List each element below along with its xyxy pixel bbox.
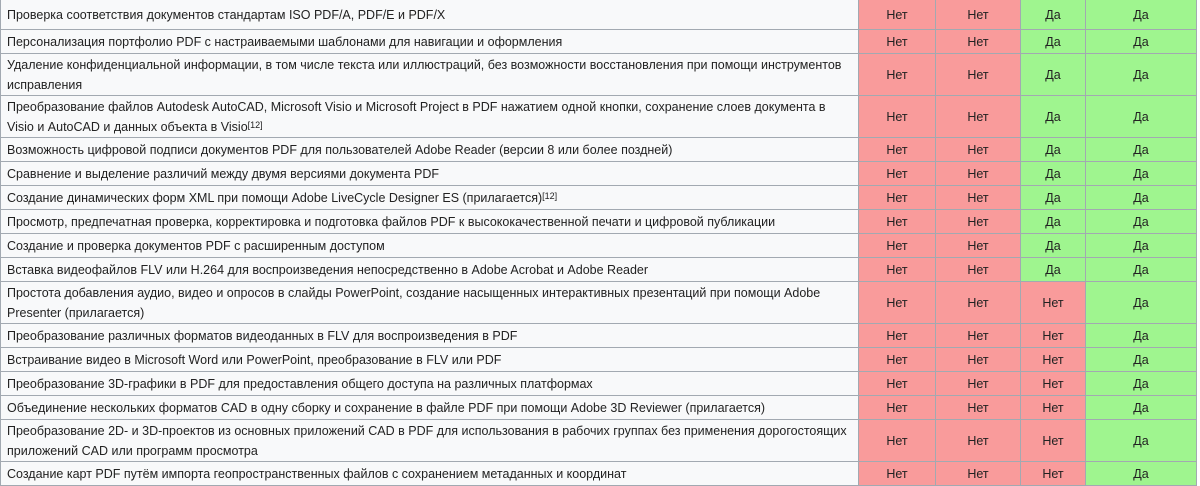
value-no-cell: Нет xyxy=(936,462,1021,486)
value-yes-cell: Да xyxy=(1086,30,1197,54)
table-row xyxy=(1,54,1197,96)
value-no-cell: Нет xyxy=(859,234,936,258)
value-no-cell: Нет xyxy=(859,324,936,348)
table-row xyxy=(1,186,1197,210)
value-yes-cell: Да xyxy=(1021,186,1086,210)
table-row xyxy=(1,96,1197,138)
feature-cell xyxy=(1,462,859,486)
value-no-cell: Нет xyxy=(1021,282,1086,324)
value-no-cell: Нет xyxy=(936,348,1021,372)
value-yes-cell: Да xyxy=(1021,138,1086,162)
value-yes-cell: Да xyxy=(1086,258,1197,282)
table-row xyxy=(1,30,1197,54)
value-yes-cell: Да xyxy=(1086,324,1197,348)
table-row xyxy=(1,372,1197,396)
feature-cell xyxy=(1,258,859,282)
value-yes-cell: Да xyxy=(1021,162,1086,186)
value-no-cell: Нет xyxy=(859,372,936,396)
value-yes-cell: Да xyxy=(1086,0,1197,30)
value-no-cell: Нет xyxy=(859,396,936,420)
value-no-cell: Нет xyxy=(936,54,1021,96)
value-no-cell: Нет xyxy=(859,186,936,210)
feature-text: Вставка видеофайлов FLV или H.264 для воспроизведения непосредственно в Adobe Acrobat и Adobe Reader xyxy=(7,262,649,277)
value-yes-cell: Да xyxy=(1021,234,1086,258)
feature-text: Сравнение и выделение различий между двумя версиями документа PDF xyxy=(7,166,440,181)
table-row xyxy=(1,324,1197,348)
feature-text: Простота добавления аудио, видео и опросов в слайды PowerPoint, создание насыщенных интерактивных презентаций при помощи Adobe Presenter (прилагается) xyxy=(7,285,821,320)
value-yes-cell: Да xyxy=(1021,210,1086,234)
value-no-cell: Нет xyxy=(1021,420,1086,462)
feature-cell xyxy=(1,420,859,462)
feature-text: Объединение нескольких форматов CAD в одну сборку и сохранение в файле PDF при помощи Adobe 3D Reviewer (прилагается) xyxy=(7,400,766,415)
feature-cell xyxy=(1,234,859,258)
feature-text: Проверка соответствия документов стандартам ISO PDF/A, PDF/E и PDF/X xyxy=(7,8,446,22)
reference-link[interactable]: [12] xyxy=(542,190,558,201)
feature-cell xyxy=(1,0,859,30)
value-no-cell: Нет xyxy=(936,324,1021,348)
value-no-cell: Нет xyxy=(936,30,1021,54)
feature-cell xyxy=(1,54,859,96)
feature-text: Создание карт PDF путём импорта геопространственных файлов с сохранением метаданных и координат xyxy=(7,466,627,481)
value-no-cell: Нет xyxy=(936,420,1021,462)
feature-text: Создание динамических форм XML при помощи Adobe LiveCycle Designer ES (прилагается) xyxy=(7,190,543,205)
value-yes-cell: Да xyxy=(1086,138,1197,162)
feature-cell xyxy=(1,96,859,138)
feature-cell xyxy=(1,282,859,324)
value-no-cell: Нет xyxy=(936,0,1021,30)
feature-cell xyxy=(1,210,859,234)
value-no-cell: Нет xyxy=(936,282,1021,324)
value-no-cell: Нет xyxy=(859,210,936,234)
value-yes-cell: Да xyxy=(1021,258,1086,282)
value-yes-cell: Да xyxy=(1086,420,1197,462)
table-row xyxy=(1,462,1197,486)
value-no-cell: Нет xyxy=(936,372,1021,396)
value-no-cell: Нет xyxy=(859,54,936,96)
feature-cell xyxy=(1,186,859,210)
value-no-cell: Нет xyxy=(859,0,936,30)
feature-text: Встраивание видео в Microsoft Word или PowerPoint, преобразование в FLV или PDF xyxy=(7,352,502,367)
value-yes-cell: Да xyxy=(1086,396,1197,420)
value-no-cell: Нет xyxy=(936,210,1021,234)
value-no-cell: Нет xyxy=(936,258,1021,282)
table-row xyxy=(1,258,1197,282)
value-no-cell: Нет xyxy=(1021,324,1086,348)
value-no-cell: Нет xyxy=(859,462,936,486)
value-no-cell: Нет xyxy=(859,282,936,324)
value-no-cell: Нет xyxy=(859,30,936,54)
value-no-cell: Нет xyxy=(936,138,1021,162)
value-yes-cell: Да xyxy=(1021,30,1086,54)
table-row xyxy=(1,138,1197,162)
feature-text: Создание и проверка документов PDF с расширенным доступом xyxy=(7,238,385,253)
feature-text: Преобразование 2D- и 3D-проектов из основных приложений CAD в PDF для использования в рабочих группах без применения дорогостоящих приложений CAD или программ просмотра xyxy=(7,423,847,458)
value-yes-cell: Да xyxy=(1021,0,1086,30)
reference-link[interactable]: [12] xyxy=(247,119,263,130)
value-no-cell: Нет xyxy=(859,162,936,186)
value-yes-cell: Да xyxy=(1021,54,1086,96)
feature-cell xyxy=(1,162,859,186)
table-row xyxy=(1,420,1197,462)
table-row xyxy=(1,210,1197,234)
value-no-cell: Нет xyxy=(859,258,936,282)
feature-text: Преобразование файлов Autodesk AutoCAD, Microsoft Visio и Microsoft Project в PDF нажатием одной кнопки, сохранение слоев документа в Visio и AutoCAD и данных объекта в Visio xyxy=(7,99,826,134)
value-no-cell: Нет xyxy=(859,420,936,462)
feature-cell xyxy=(1,324,859,348)
feature-cell xyxy=(1,372,859,396)
table-row xyxy=(1,348,1197,372)
feature-cell xyxy=(1,30,859,54)
table-row xyxy=(1,234,1197,258)
value-no-cell: Нет xyxy=(859,348,936,372)
value-yes-cell: Да xyxy=(1086,186,1197,210)
value-no-cell: Нет xyxy=(1021,372,1086,396)
table-row xyxy=(1,0,1197,30)
feature-cell xyxy=(1,348,859,372)
feature-text: Возможность цифровой подписи документов PDF для пользователей Adobe Reader (версии 8 или более поздней) xyxy=(7,142,673,157)
value-no-cell: Нет xyxy=(936,186,1021,210)
feature-text: Персонализация портфолио PDF с настраиваемыми шаблонами для навигации и оформления xyxy=(7,34,563,49)
feature-text: Просмотр, предпечатная проверка, корректировка и подготовка файлов PDF к высококачественной печати и цифровой публикации xyxy=(7,214,776,229)
value-no-cell: Нет xyxy=(936,96,1021,138)
feature-cell xyxy=(1,396,859,420)
value-no-cell: Нет xyxy=(936,396,1021,420)
table-row xyxy=(1,396,1197,420)
value-no-cell: Нет xyxy=(1021,348,1086,372)
value-yes-cell: Да xyxy=(1086,348,1197,372)
value-no-cell: Нет xyxy=(859,138,936,162)
feature-cell xyxy=(1,138,859,162)
value-yes-cell: Да xyxy=(1021,96,1086,138)
value-no-cell: Нет xyxy=(859,96,936,138)
value-yes-cell: Да xyxy=(1086,54,1197,96)
value-yes-cell: Да xyxy=(1086,234,1197,258)
table-row xyxy=(1,282,1197,324)
value-no-cell: Нет xyxy=(936,162,1021,186)
feature-text: Преобразование различных форматов видеоданных в FLV для воспроизведения в PDF xyxy=(7,328,518,343)
value-yes-cell: Да xyxy=(1086,162,1197,186)
value-yes-cell: Да xyxy=(1086,210,1197,234)
value-no-cell: Нет xyxy=(1021,396,1086,420)
value-yes-cell: Да xyxy=(1086,462,1197,486)
value-yes-cell: Да xyxy=(1086,372,1197,396)
table-row xyxy=(1,162,1197,186)
feature-text: Удаление конфиденциальной информации, в том числе текста или иллюстраций, без возможности восстановления при помощи инструментов исправления xyxy=(7,57,842,92)
value-no-cell: Нет xyxy=(936,234,1021,258)
value-yes-cell: Да xyxy=(1086,96,1197,138)
value-yes-cell: Да xyxy=(1086,282,1197,324)
feature-text: Преобразование 3D-графики в PDF для предоставления общего доступа на различных платформах xyxy=(7,376,593,391)
value-no-cell: Нет xyxy=(1021,462,1086,486)
